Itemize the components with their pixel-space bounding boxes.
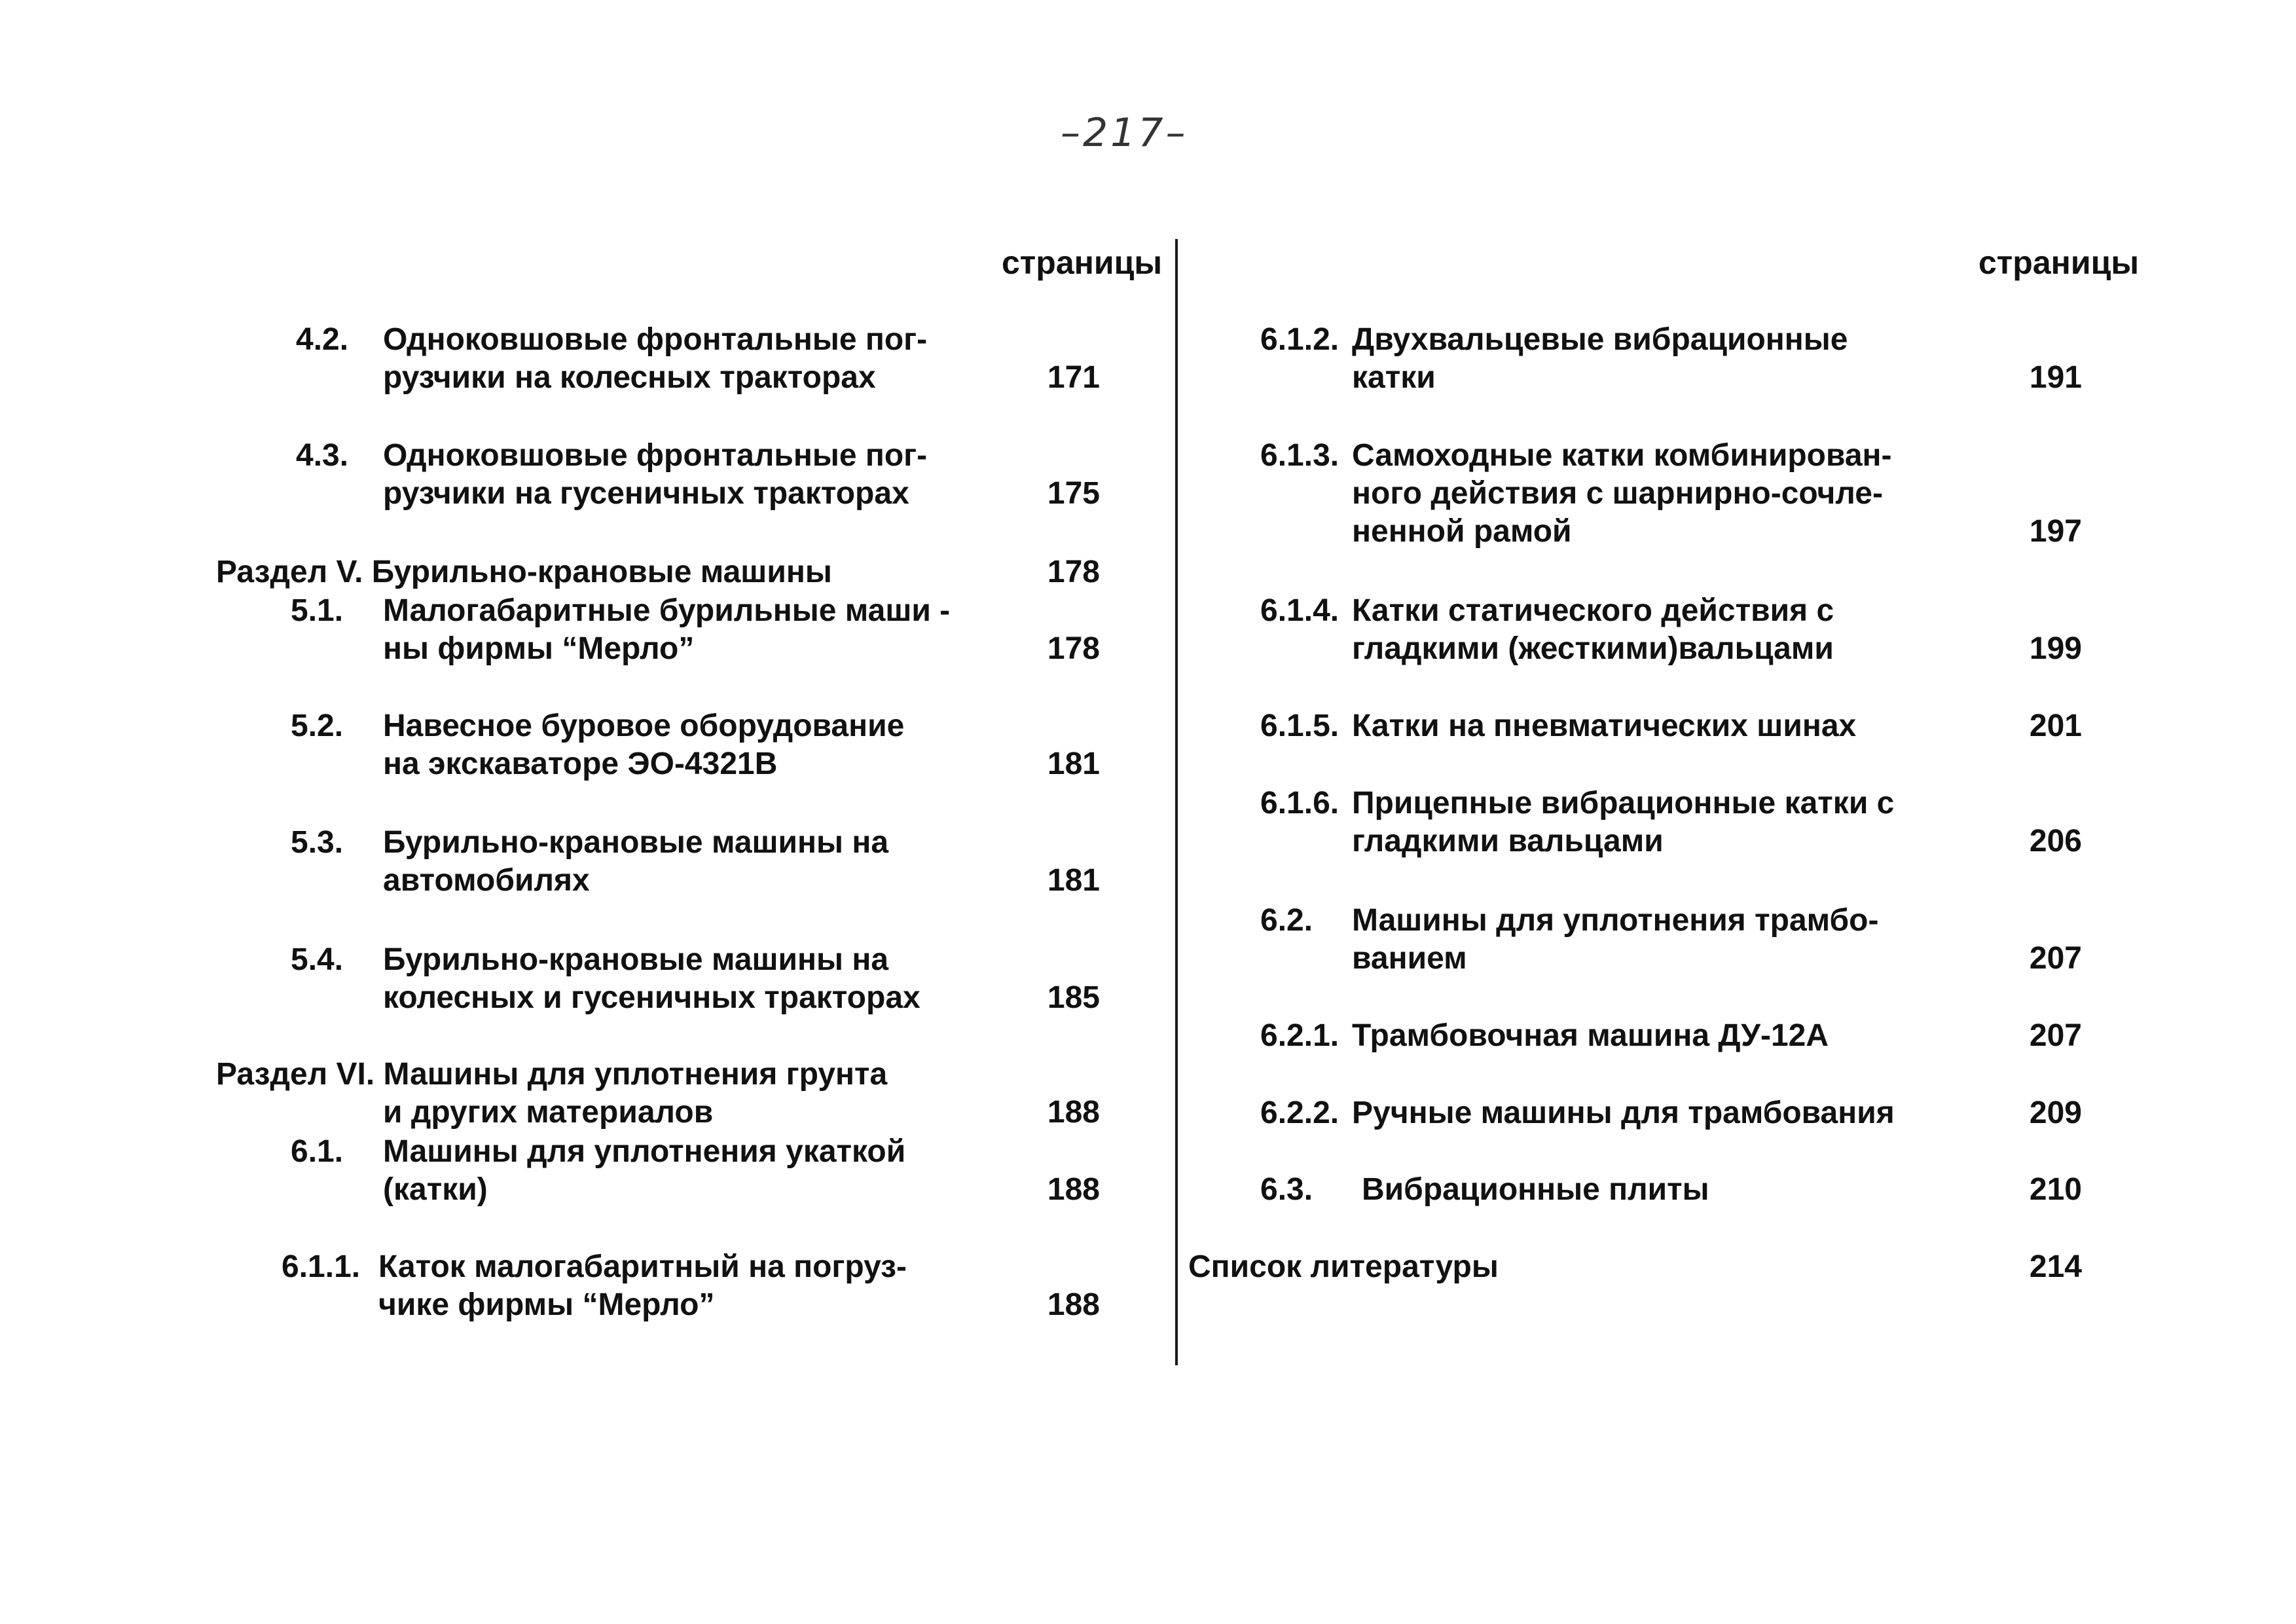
toc-page: 207 — [2029, 1018, 2082, 1053]
toc-page: 181 — [1047, 747, 1100, 781]
column-divider — [1175, 239, 1178, 1365]
toc-number: 5.4. — [291, 942, 344, 977]
toc-title-line: катки — [1352, 360, 1436, 395]
toc-number: 6.3. — [1260, 1172, 1313, 1207]
toc-number: 6.1.3. — [1260, 438, 1339, 473]
toc-title-line: Прицепные вибрационные катки с — [1352, 786, 1895, 821]
toc-section-title: Список литературы — [1188, 1249, 1499, 1284]
toc-page: 206 — [2029, 824, 2082, 858]
toc-title-line: Машины для уплотнения трамбо- — [1352, 903, 1879, 938]
toc-number: 6.1.2. — [1260, 322, 1339, 357]
toc-title-line: и других материалов — [383, 1095, 714, 1130]
toc-title-line: Вибрационные плиты — [1362, 1172, 1709, 1207]
toc-title-line: Трамбовочная машина ДУ-12А — [1352, 1018, 1829, 1053]
toc-title-line: автомобилях — [383, 863, 590, 898]
toc-number: 5.1. — [291, 593, 344, 628]
toc-page: 214 — [2029, 1249, 2082, 1284]
toc-title-line: Одноковшовые фронтальные пог- — [383, 322, 928, 357]
toc-number: 6.2.1. — [1260, 1018, 1339, 1053]
toc-number: 6.1.6. — [1260, 786, 1339, 821]
toc-title-line: (катки) — [383, 1172, 488, 1207]
toc-title-line: рузчики на гусеничных тракторах — [383, 476, 909, 511]
toc-title-line: чике фирмы “Мерло” — [378, 1287, 715, 1322]
toc-page: 181 — [1047, 863, 1100, 898]
toc-title-line: Катки на пневматических шинах — [1352, 709, 1857, 743]
toc-page: 201 — [2029, 709, 2082, 743]
toc-title-line: колесных и гусеничных тракторах — [383, 980, 920, 1015]
toc-page: 175 — [1047, 476, 1100, 511]
toc-number: 6.2. — [1260, 903, 1313, 938]
toc-title-line: Катки статического действия с — [1352, 593, 1834, 628]
toc-section-title: Раздел VI. Машины для уплотнения грунта — [216, 1057, 888, 1092]
toc-title-line: ны фирмы “Мерло” — [383, 631, 695, 666]
left-pages-header: страницы — [1002, 244, 1163, 281]
toc-title-line: Бурильно-крановые машины на — [383, 942, 889, 977]
toc-section-title: Раздел V. Бурильно-крановые машины — [216, 555, 832, 589]
toc-title-line: Каток малогабаритный на погруз- — [378, 1249, 907, 1284]
toc-page: 191 — [2029, 360, 2082, 395]
toc-page: 185 — [1047, 980, 1100, 1015]
toc-number: 6.1.4. — [1260, 593, 1339, 628]
toc-number: 5.2. — [291, 709, 344, 743]
right-pages-header: страницы — [1978, 244, 2140, 281]
toc-page: 188 — [1047, 1095, 1100, 1130]
toc-title-line: Самоходные катки комбинирован- — [1352, 438, 1892, 473]
toc-title-line: гладкими вальцами — [1352, 824, 1664, 858]
toc-title-line: Двухвальцевые вибрационные — [1352, 322, 1848, 357]
toc-page: 209 — [2029, 1096, 2082, 1130]
toc-page: 171 — [1047, 360, 1100, 395]
toc-page: 197 — [2029, 514, 2082, 549]
toc-number: 6.1.1. — [282, 1249, 361, 1284]
toc-title-line: на экскаваторе ЭО-4321В — [383, 747, 778, 781]
toc-title-line: Машины для уплотнения укаткой — [383, 1134, 906, 1169]
toc-number: 6.2.2. — [1260, 1096, 1339, 1130]
toc-page: 178 — [1047, 555, 1100, 589]
toc-title-line: гладкими (жесткими)вальцами — [1352, 631, 1834, 666]
toc-page: 199 — [2029, 631, 2082, 666]
toc-number: 6.1. — [291, 1134, 344, 1169]
toc-title-line: Ручные машины для трамбования — [1352, 1096, 1895, 1130]
toc-number: 6.1.5. — [1260, 709, 1339, 743]
toc-title-line: Малогабаритные бурильные маши - — [383, 593, 951, 628]
toc-number: 5.3. — [291, 825, 344, 860]
toc-title-line: Навесное буровое оборудование — [383, 709, 905, 743]
toc-number: 4.2. — [296, 322, 349, 357]
toc-page: 188 — [1047, 1287, 1100, 1322]
toc-title-line: ненной рамой — [1352, 514, 1572, 549]
toc-page: 178 — [1047, 631, 1100, 666]
toc-page: 207 — [2029, 941, 2082, 976]
toc-page: 210 — [2029, 1172, 2082, 1207]
toc-title-line: Одноковшовые фронтальные пог- — [383, 438, 928, 473]
page-number: –217– — [1061, 110, 1188, 156]
toc-title-line: ванием — [1352, 941, 1467, 976]
toc-page: 188 — [1047, 1172, 1100, 1207]
toc-number: 4.3. — [296, 438, 349, 473]
toc-title-line: ного действия с шарнирно-сочле- — [1352, 476, 1883, 511]
toc-title-line: Бурильно-крановые машины на — [383, 825, 889, 860]
toc-title-line: рузчики на колесных тракторах — [383, 360, 876, 395]
